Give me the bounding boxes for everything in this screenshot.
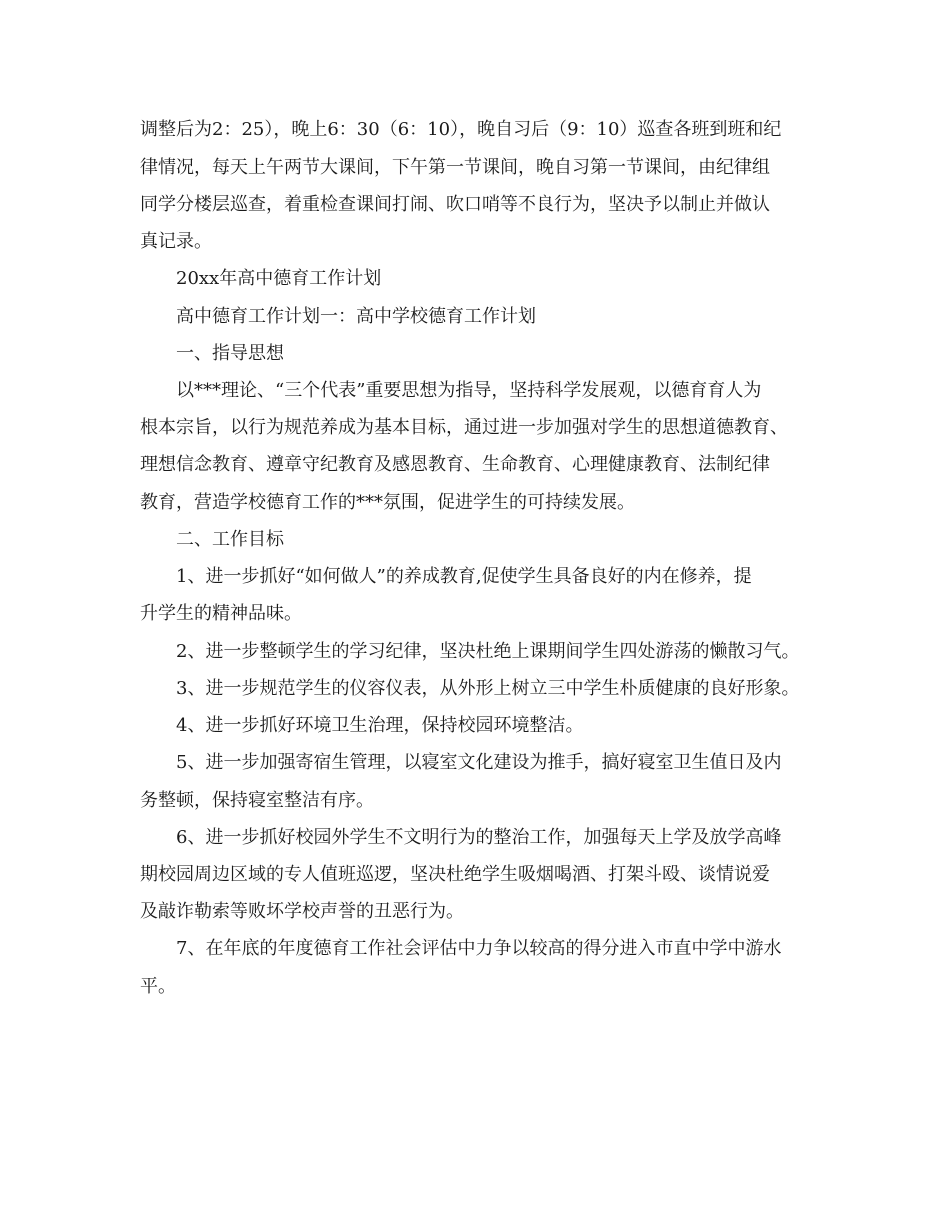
section-heading: 二、工作目标 [176,529,284,550]
list-item: 1、进一步抓好“如何做人”的养成教育,促使学生具备良好的内在修养，提 [176,566,752,587]
list-item: 5、进一步加强寄宿生管理，以寝室文化建设为推手，搞好寝室卫生值日及内 [176,752,782,773]
list-item: 7、在年底的年度德育工作社会评估中力争以较高的得分进入市直中学中游水 [176,938,782,959]
paragraph-line: 以***理论、“三个代表”重要思想为指导，坚持科学发展观，以德育育人为 [176,380,762,401]
paragraph-line: 真记录。 [140,231,212,252]
list-item: 4、进一步抓好环境卫生治理，保持校园环境整洁。 [176,715,584,736]
list-item-continuation: 务整顿，保持寝室整洁有序。 [140,790,374,811]
list-item: 3、进一步规范学生的仪容仪表，从外形上树立三中学生朴质健康的良好形象。 [176,678,800,699]
list-item: 2、进一步整顿学生的学习纪律，坚决杜绝上课期间学生四处游荡的懒散习气。 [176,641,800,662]
list-item: 6、进一步抓好校园外学生不文明行为的整治工作，加强每天上学及放学高峰 [176,827,782,848]
paragraph-line: 教育，营造学校德育工作的***氛围，促进学生的可持续发展。 [140,492,635,513]
paragraph-line: 调整后为2：25），晚上6：30（6：10），晚自习后（9：10）巡查各班到班和纪 [140,119,782,140]
section-heading: 一、指导思想 [176,343,284,364]
list-item-continuation: 期校园周边区域的专人值班巡逻，坚决杜绝学生吸烟喝酒、打架斗殴、谈情说爱 [140,864,770,885]
list-item-continuation: 升学生的精神品味。 [140,603,302,624]
document-title: 20xx年高中德育工作计划 [176,268,382,289]
paragraph-line: 律情况，每天上午两节大课间，下午第一节课间，晚自习第一节课间，由纪律组 [140,157,770,178]
list-item-continuation: 平。 [140,976,176,997]
document-subtitle: 高中德育工作计划一：高中学校德育工作计划 [176,306,536,327]
paragraph-line: 根本宗旨，以行为规范养成为基本目标，通过进一步加强对学生的思想道德教育、 [140,417,788,438]
paragraph-line: 理想信念教育、遵章守纪教育及感恩教育、生命教育、心理健康教育、法制纪律 [140,454,770,475]
list-item-continuation: 及敲诈勒索等败坏学校声誉的丑恶行为。 [140,901,464,922]
paragraph-line: 同学分楼层巡查，着重检查课间打闹、吹口哨等不良行为，坚决予以制止并做认 [140,194,770,215]
